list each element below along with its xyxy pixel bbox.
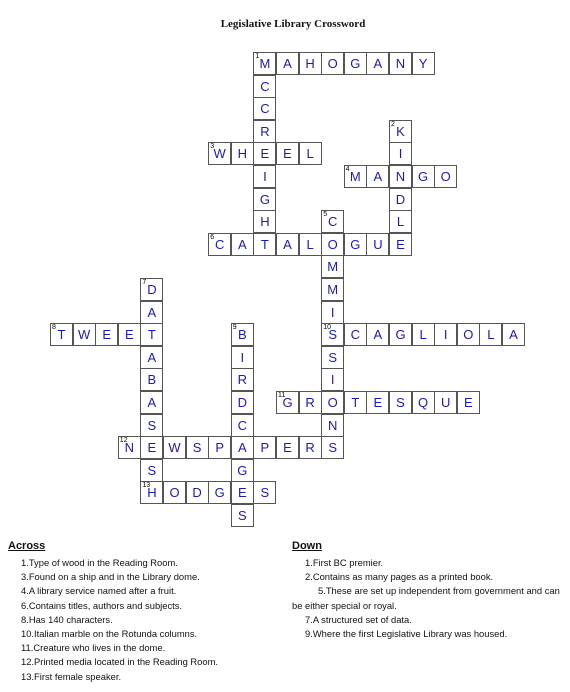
grid-cell[interactable] — [321, 436, 344, 459]
clue-number: 10 — [323, 324, 331, 332]
grid-cell[interactable] — [299, 142, 322, 165]
cell-letter: I — [330, 304, 335, 320]
grid-cell[interactable] — [231, 142, 254, 165]
clue-number: 1 — [255, 53, 260, 60]
cell-letter: U — [440, 395, 451, 410]
clue-item — [292, 570, 570, 584]
grid-cell[interactable] — [140, 391, 163, 414]
grid-cell[interactable] — [434, 391, 457, 414]
cell-letter: C — [260, 78, 270, 94]
clue-item-number: 13. — [21, 670, 35, 682]
clue-item-text: Printed media located in the Reading Room. — [34, 656, 219, 668]
clue-number: 5 — [323, 211, 328, 219]
grid-cell[interactable] — [321, 391, 344, 414]
grid-cell[interactable] — [366, 391, 389, 414]
grid-cell[interactable] — [253, 52, 276, 75]
cell-letter: A — [373, 169, 383, 184]
clue-item — [292, 584, 570, 612]
grid-cell[interactable] — [253, 233, 276, 256]
grid-cell[interactable] — [299, 52, 322, 75]
clue-item-text: Creature who lives in the dome. — [33, 642, 166, 654]
cell-letter: E — [373, 395, 383, 410]
cell-letter: T — [147, 327, 156, 343]
cell-letter: S — [328, 349, 338, 365]
grid-cell[interactable] — [344, 165, 367, 188]
cell-letter: I — [330, 372, 335, 388]
cell-letter: H — [260, 214, 270, 230]
cell-letter: I — [398, 146, 403, 162]
cell-letter: H — [147, 485, 157, 501]
cell-letter: O — [327, 56, 338, 71]
cell-letter: G — [395, 327, 406, 343]
cell-letter: R — [237, 372, 247, 388]
grid-cell[interactable] — [457, 323, 480, 346]
grid-cell[interactable] — [50, 323, 73, 346]
down-heading: Down — [292, 540, 322, 552]
cell-letter: L — [306, 146, 314, 162]
grid-cell[interactable] — [186, 436, 209, 459]
cell-letter: I — [443, 327, 448, 343]
clue-item-text: First female speaker. — [34, 670, 122, 682]
cell-letter: Y — [418, 56, 428, 71]
cell-letter: H — [237, 146, 247, 162]
cell-letter: A — [373, 327, 383, 343]
grid-cell[interactable] — [231, 368, 254, 391]
cell-letter: M — [259, 56, 271, 71]
cell-letter: D — [237, 395, 247, 410]
grid-cell[interactable] — [140, 481, 163, 504]
grid-cell[interactable] — [253, 210, 276, 233]
cell-letter: S — [396, 395, 405, 410]
cell-letter: S — [192, 440, 202, 456]
clue-item-text: Where the first Legislative Library was housed. — [312, 628, 508, 640]
grid-cell[interactable] — [231, 346, 254, 369]
grid-cell[interactable] — [321, 210, 344, 233]
grid-cell[interactable] — [231, 436, 254, 459]
clue-item-text: Italian marble on the Rotunda columns. — [34, 628, 198, 640]
cell-letter: W — [77, 327, 91, 343]
cell-letter: O — [169, 485, 180, 501]
grid-cell[interactable] — [321, 233, 344, 256]
clue-item-number: 1. — [21, 557, 29, 568]
clue-item-number: 6. — [21, 599, 29, 611]
grid-cell[interactable] — [140, 459, 163, 482]
clue-item-number: 2. — [305, 571, 313, 583]
grid-cell[interactable] — [253, 188, 276, 211]
grid-cell[interactable] — [321, 368, 344, 391]
clue-item-number: 11. — [21, 642, 34, 654]
grid-cell[interactable] — [276, 52, 299, 75]
grid-cell[interactable] — [389, 120, 412, 143]
cell-letter: G — [350, 56, 361, 71]
cell-letter: E — [283, 146, 292, 162]
cell-letter: A — [283, 236, 292, 252]
clue-item-text: Found on a ship and in the Library dome. — [28, 571, 200, 583]
grid-cell[interactable] — [412, 323, 435, 346]
cell-letter: G — [350, 236, 361, 252]
cell-letter: O — [327, 395, 338, 410]
cell-letter: E — [396, 236, 405, 252]
cell-letter: A — [283, 56, 292, 71]
grid-cell[interactable] — [321, 346, 344, 369]
grid-cell[interactable] — [118, 323, 141, 346]
grid-cell[interactable] — [253, 142, 276, 165]
cell-letter: Q — [418, 395, 429, 410]
clue-item — [292, 613, 570, 627]
cell-letter: S — [328, 327, 338, 343]
clue-item — [8, 584, 218, 598]
grid-cell[interactable] — [140, 346, 163, 369]
cell-letter: O — [440, 169, 451, 184]
cell-letter: S — [237, 508, 247, 523]
cell-letter: T — [57, 327, 66, 343]
down-clues — [292, 540, 570, 641]
grid-cell[interactable] — [389, 52, 412, 75]
clue-item — [8, 627, 218, 641]
grid-cell[interactable] — [253, 120, 276, 143]
clue-item-number: 4. — [21, 585, 29, 597]
grid-cell[interactable] — [140, 323, 163, 346]
clue-item-number: 5. — [318, 585, 326, 597]
grid-cell[interactable] — [389, 142, 412, 165]
grid-cell[interactable] — [140, 301, 163, 324]
clue-item-text: These are set up independent from government and can be either special or royal. — [292, 585, 560, 611]
grid-cell[interactable] — [299, 436, 322, 459]
clue-item — [8, 556, 218, 570]
clue-number: 6 — [210, 233, 215, 241]
grid-cell[interactable] — [389, 165, 412, 188]
puzzle-title: Legislative Library Crossword — [220, 18, 366, 30]
grid-cell[interactable] — [389, 391, 412, 414]
cell-letter: S — [328, 440, 338, 456]
clue-item-text: Has 140 characters. — [28, 613, 113, 625]
cell-letter: N — [124, 440, 134, 456]
grid-cell[interactable] — [344, 391, 367, 414]
clue-number: 4 — [345, 166, 350, 173]
cell-letter: G — [214, 485, 225, 501]
grid-cell[interactable] — [73, 323, 96, 346]
grid-cell[interactable] — [231, 459, 254, 482]
cell-letter: C — [350, 327, 360, 343]
clue-number: 9 — [232, 324, 237, 332]
clue-item — [8, 599, 218, 613]
cell-letter: R — [305, 440, 315, 456]
grid-cell[interactable] — [389, 188, 412, 211]
clue-number: 7 — [142, 279, 147, 286]
cell-letter: S — [147, 417, 157, 433]
clue-number: 8 — [52, 324, 56, 332]
grid-cell[interactable] — [140, 436, 163, 459]
grid-cell[interactable] — [231, 323, 254, 346]
cell-letter: L — [419, 327, 427, 343]
clue-number: 13 — [142, 482, 151, 490]
cell-letter: N — [395, 56, 406, 71]
grid-cell[interactable] — [231, 391, 254, 414]
grid-cell[interactable] — [479, 323, 502, 346]
grid-cell[interactable] — [276, 142, 299, 165]
grid-cell[interactable] — [208, 142, 231, 165]
cell-letter: N — [395, 169, 406, 184]
cell-letter: M — [349, 169, 361, 184]
clue-item — [292, 627, 570, 641]
grid-cell[interactable] — [434, 323, 457, 346]
grid-cell[interactable] — [344, 52, 367, 75]
cell-letter: C — [260, 101, 270, 117]
cell-letter: A — [373, 56, 383, 71]
grid-cell[interactable] — [344, 233, 367, 256]
cell-letter: T — [260, 236, 269, 252]
cell-letter: O — [327, 236, 338, 252]
cell-letter: N — [327, 417, 338, 433]
grid-cell[interactable] — [253, 436, 276, 459]
clue-item-text: Contains titles, authors and subjects. — [28, 599, 183, 611]
grid-cell[interactable] — [231, 233, 254, 256]
cell-letter: G — [237, 462, 248, 478]
cell-letter: R — [305, 395, 315, 410]
clue-item-text: A library service named after a fruit. — [28, 585, 177, 597]
grid-cell[interactable] — [321, 255, 344, 278]
cell-letter: D — [192, 485, 202, 501]
grid-cell[interactable] — [276, 233, 299, 256]
cell-letter: L — [396, 214, 405, 230]
grid-cell[interactable] — [140, 278, 163, 301]
grid-cell[interactable] — [95, 323, 118, 346]
grid-cell[interactable] — [321, 414, 344, 437]
clue-number: 11 — [278, 392, 286, 399]
grid-cell[interactable] — [321, 52, 344, 75]
grid-cell[interactable] — [434, 165, 457, 188]
grid-cell[interactable] — [253, 75, 276, 98]
cell-letter: P — [260, 440, 270, 456]
cell-letter: I — [240, 349, 245, 365]
clue-item — [292, 556, 570, 570]
cell-letter: D — [147, 282, 157, 297]
grid-cell[interactable] — [389, 210, 412, 233]
clue-item-number: 8. — [21, 613, 29, 625]
grid-cell[interactable] — [502, 323, 525, 346]
grid-cell[interactable] — [366, 323, 389, 346]
cell-letter: O — [463, 327, 474, 343]
cell-letter: G — [418, 169, 429, 184]
cell-letter: M — [327, 282, 339, 297]
cell-letter: S — [260, 485, 270, 501]
grid-cell[interactable] — [231, 414, 254, 437]
grid-cell[interactable] — [321, 278, 344, 301]
grid-cell[interactable] — [140, 368, 163, 391]
grid-cell[interactable] — [186, 481, 209, 504]
clue-number: 2 — [391, 120, 395, 128]
grid-cell[interactable] — [253, 165, 276, 188]
clue-item — [8, 655, 218, 669]
cell-letter: A — [237, 236, 247, 252]
grid-cell[interactable] — [321, 301, 344, 324]
grid-cell[interactable] — [366, 233, 389, 256]
grid-cell[interactable] — [299, 391, 322, 414]
clue-item — [8, 670, 218, 684]
clue-item-number: 7. — [305, 613, 313, 625]
cell-letter: E — [102, 327, 112, 343]
grid-cell[interactable] — [321, 323, 344, 346]
grid-cell[interactable] — [389, 323, 412, 346]
grid-cell[interactable] — [118, 436, 141, 459]
cell-letter: A — [509, 327, 518, 343]
cell-letter: G — [259, 191, 270, 207]
cell-letter: C — [237, 417, 247, 433]
grid-cell[interactable] — [366, 165, 389, 188]
cell-letter: W — [213, 146, 226, 162]
across-clues — [8, 540, 218, 684]
cell-letter: K — [396, 123, 405, 139]
cell-letter: E — [463, 395, 473, 410]
clue-item-text: Contains as many pages as a printed book. — [312, 571, 494, 583]
cell-letter: E — [260, 146, 270, 162]
cell-letter: E — [283, 440, 292, 456]
clue-item-number: 12. — [21, 656, 35, 668]
cell-letter: I — [263, 169, 267, 184]
cell-letter: B — [147, 372, 157, 388]
cell-letter: A — [237, 440, 247, 456]
grid-cell[interactable] — [208, 481, 231, 504]
cell-letter: A — [147, 349, 157, 365]
cell-letter: E — [237, 485, 247, 501]
grid-cell[interactable] — [231, 481, 254, 504]
cell-letter: E — [147, 440, 157, 456]
clue-item-text: A structured set of data. — [312, 613, 412, 625]
cell-letter: U — [373, 236, 383, 252]
grid-cell[interactable] — [389, 233, 412, 256]
cell-letter: L — [306, 236, 314, 252]
clue-item-text: Type of wood in the Reading Room. — [28, 557, 178, 568]
grid-cell[interactable] — [276, 391, 299, 414]
grid-cell[interactable] — [344, 323, 367, 346]
grid-cell[interactable] — [276, 436, 299, 459]
cell-letter: S — [147, 462, 157, 478]
grid-cell[interactable] — [366, 52, 389, 75]
grid-cell[interactable] — [208, 233, 231, 256]
clue-item — [8, 641, 218, 655]
grid-cell[interactable] — [253, 481, 276, 504]
grid-cell[interactable] — [412, 391, 435, 414]
cell-letter: T — [351, 395, 360, 410]
grid-cell[interactable] — [208, 436, 231, 459]
clue-item-text: First BC premier. — [312, 557, 384, 568]
cell-letter: B — [237, 327, 247, 343]
grid-cell[interactable] — [412, 165, 435, 188]
cell-letter: L — [487, 327, 495, 343]
clue-item-number: 1. — [305, 557, 313, 568]
cell-letter: P — [215, 440, 225, 456]
grid-cell[interactable] — [163, 481, 186, 504]
cell-letter: A — [147, 395, 157, 410]
cell-letter: W — [168, 440, 181, 456]
cell-letter: C — [327, 214, 338, 230]
cell-letter: H — [305, 56, 315, 71]
cell-letter: G — [282, 395, 293, 410]
clue-item-number: 10. — [21, 628, 35, 640]
across-heading: Across — [8, 540, 46, 552]
clue-item — [8, 570, 218, 584]
cell-letter: R — [260, 123, 270, 139]
grid-cell[interactable] — [457, 391, 480, 414]
grid-cell[interactable] — [412, 52, 435, 75]
clue-item — [8, 613, 218, 627]
grid-cell[interactable] — [231, 504, 254, 527]
clue-number: 12 — [119, 437, 128, 445]
cell-letter: M — [327, 259, 339, 275]
cell-letter: A — [147, 304, 157, 320]
grid-cell[interactable] — [140, 414, 163, 437]
cell-letter: E — [124, 327, 134, 343]
cell-letter: D — [395, 191, 406, 207]
grid-cell[interactable] — [163, 436, 186, 459]
clue-item-number: 9. — [305, 628, 313, 640]
grid-cell[interactable] — [299, 233, 322, 256]
grid-cell[interactable] — [253, 97, 276, 120]
cell-letter: C — [214, 236, 225, 252]
clue-item-number: 3. — [21, 571, 29, 583]
clue-number: 3 — [210, 143, 215, 151]
